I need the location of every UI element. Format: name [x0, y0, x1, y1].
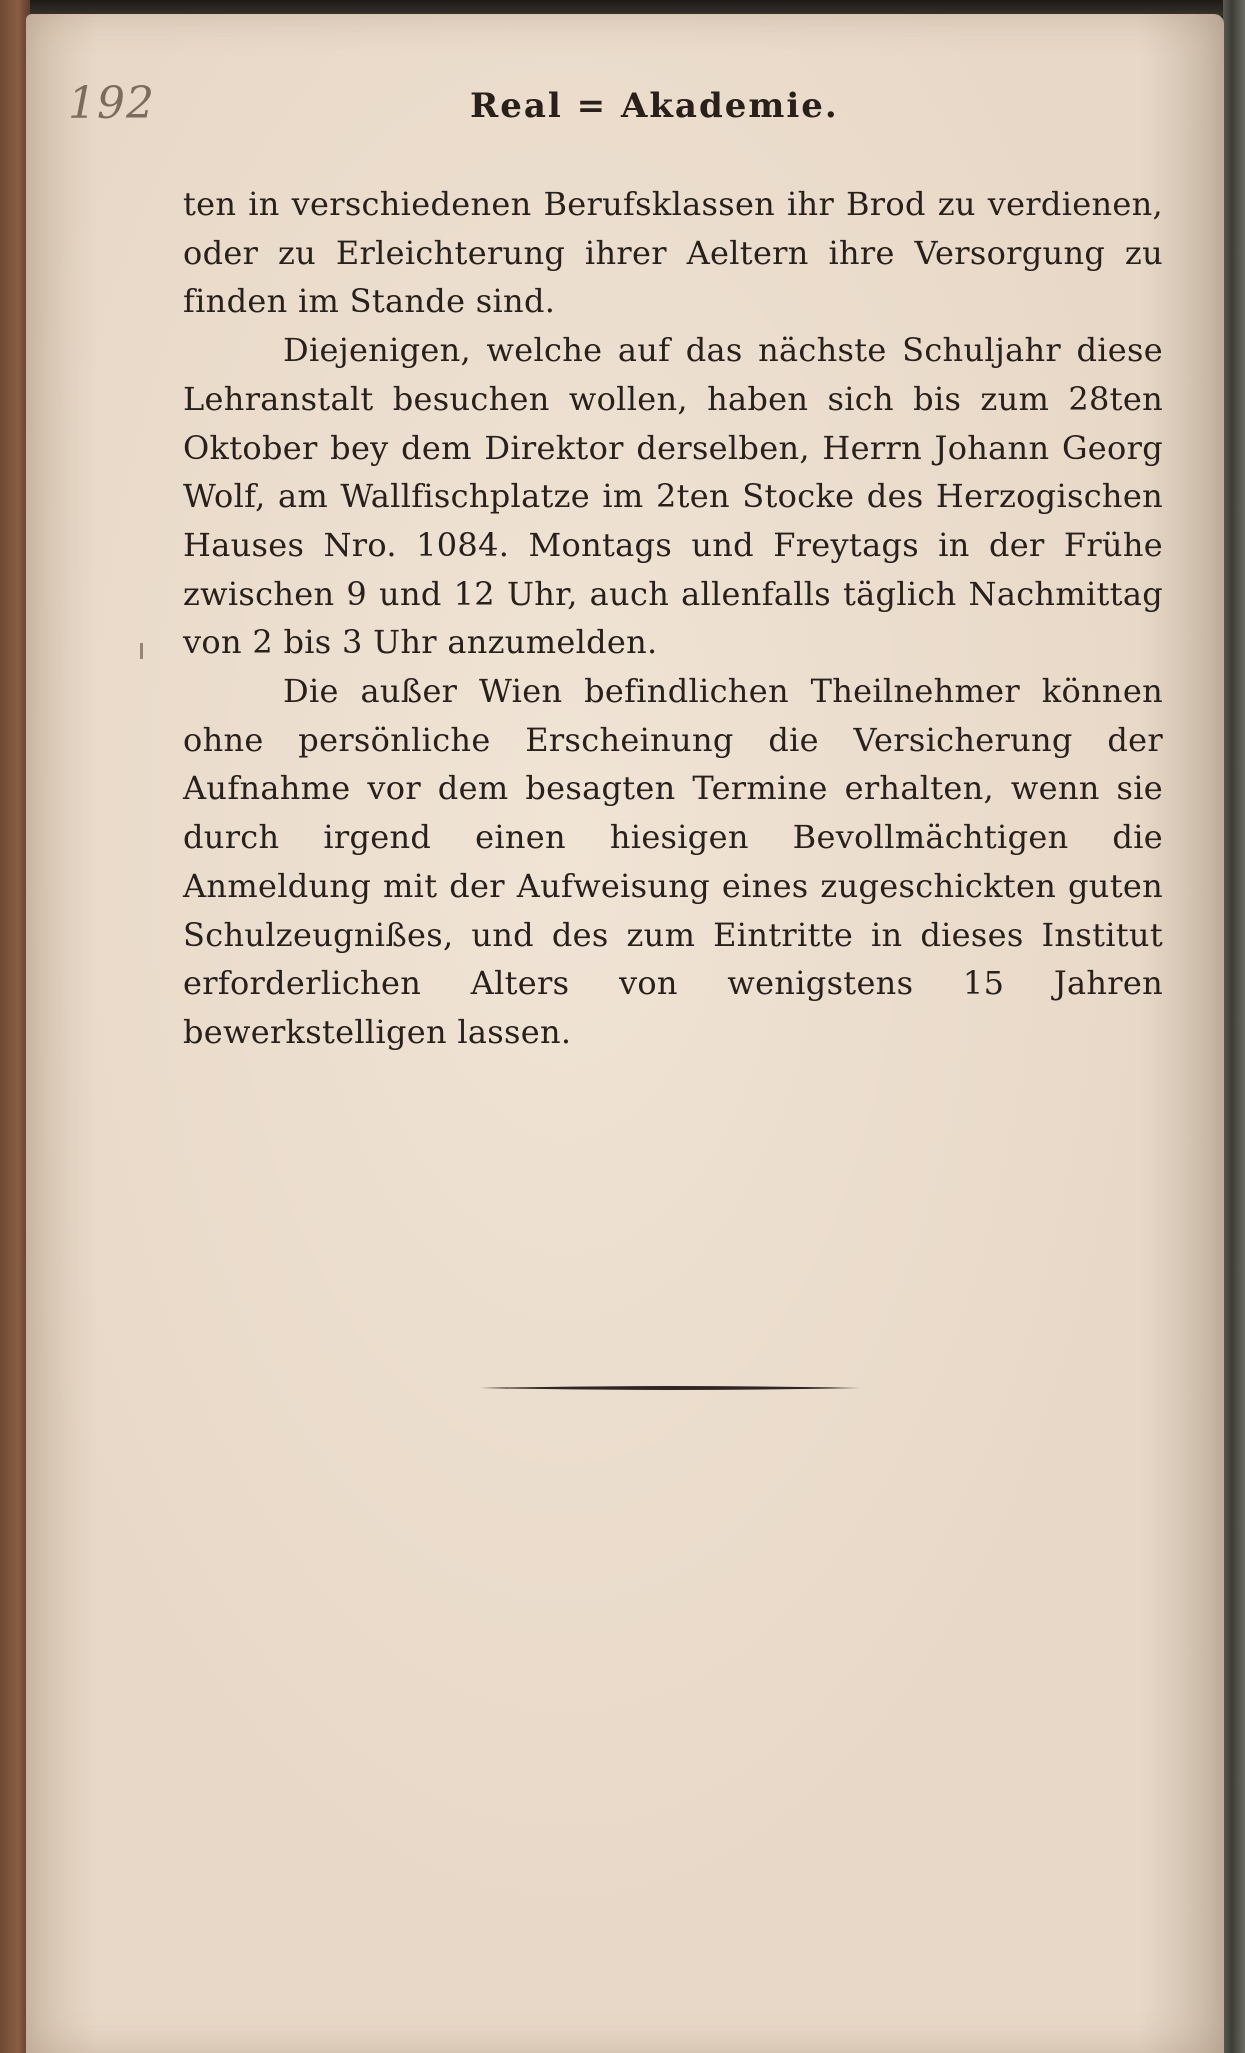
body-text: [183, 180, 1163, 1057]
paragraph-3: Die außer Wien befindlichen Theilnehmer können ohne persönliche Erscheinung die Versicherung der Aufnahme vor dem besagten Termine erhalten, wenn sie durch irgend einen hiesigen Bevollmächtigen die Anmeldung mit der Aufweisung eines zugeschickten guten Schulzeugnißes, und des zum Eintritte in dieses Institut erforderlichen Alters von wenigstens 15 Jahren bewerkstelligen lassen.: [183, 672, 1163, 1051]
margin-mark: [140, 643, 143, 659]
page-number: 192: [68, 78, 155, 129]
right-cover-edge: [1223, 0, 1245, 2053]
section-end-rule: [480, 1383, 860, 1393]
running-head: Real = Akademie.: [470, 86, 839, 126]
paragraph-1: ten in verschiedenen Berufsklassen ihr Brod zu verdienen, oder zu Erleichterung ihrer Aeltern ihre Versorgung zu finden im Stande sind.: [183, 185, 1163, 321]
paragraph-2: Diejenigen, welche auf das nächste Schuljahr diese Lehranstalt besuchen wollen, haben sich bis zum 28ten Oktober bey dem Direktor derselben, Herrn Johann Georg Wolf, am Wallfischplatze im 2ten Stocke des Herzogischen Hauses Nro. 1084. Montags und Freytags in der Frühe zwischen 9 und 12 Uhr, auch allenfalls täglich Nachmittag von 2 bis 3 Uhr anzumelden.: [183, 331, 1163, 662]
